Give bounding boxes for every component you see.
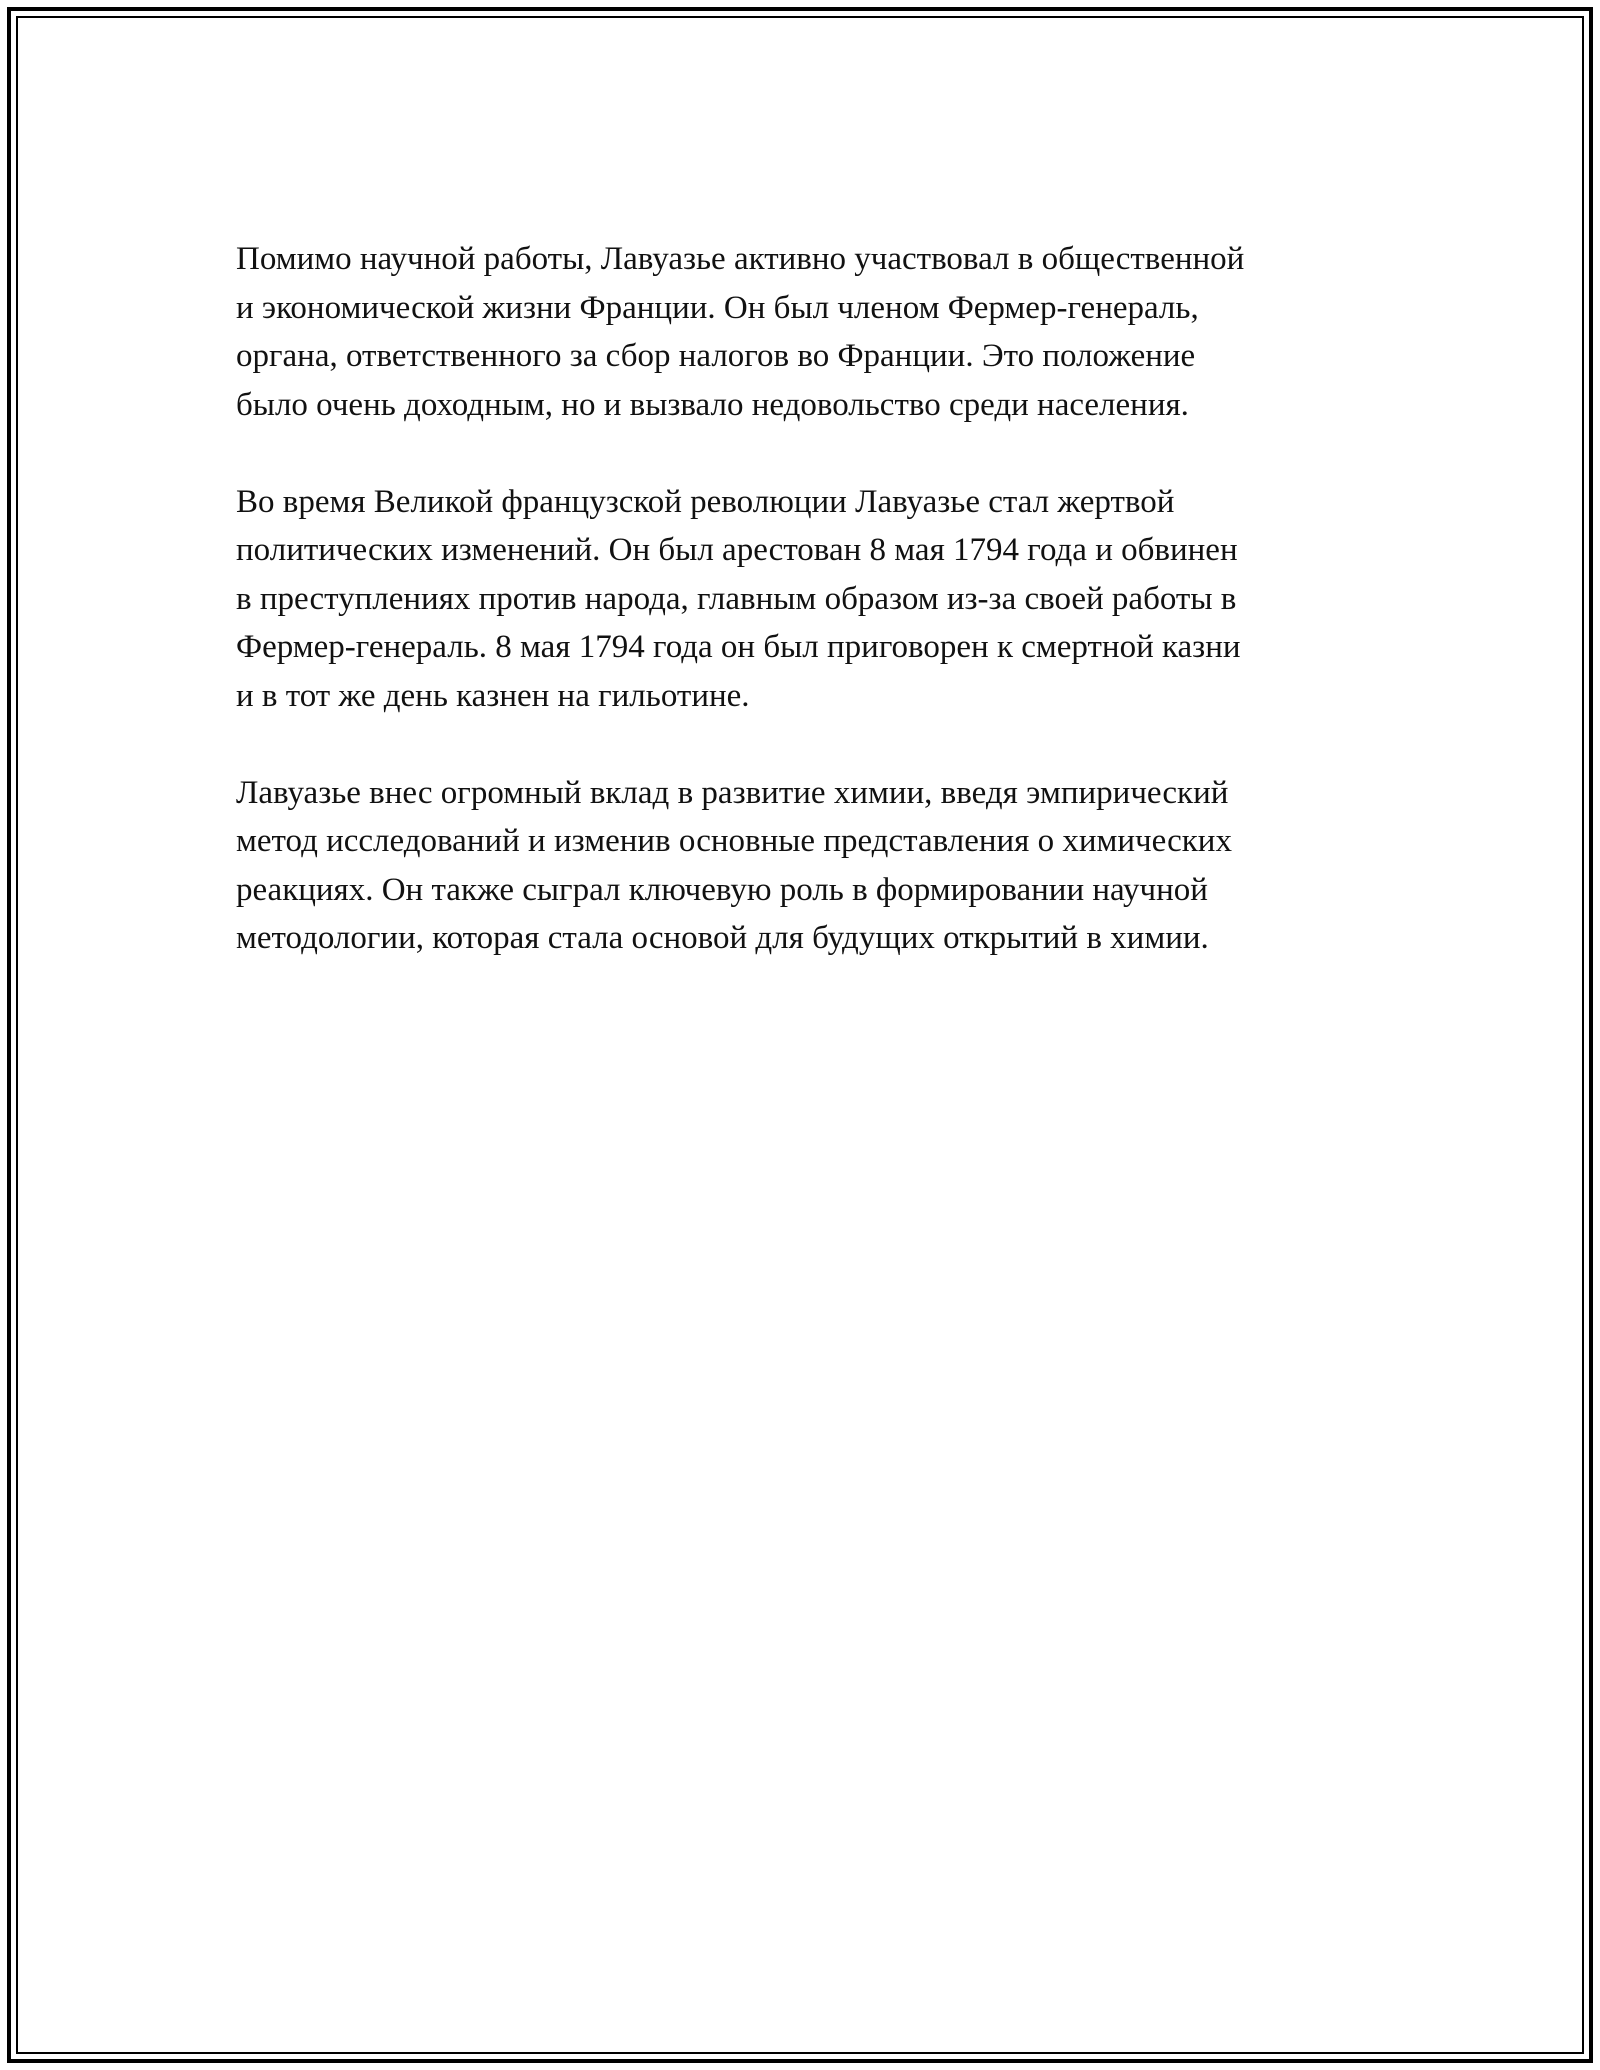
document-body: [236, 235, 1406, 1011]
paragraph-revolution: Во время Великой французской революции Лавуазье стал жертвой политических изменений. Он был арестован 8 мая 1794 года и обвинен в преступлениях против народа, главным образом из-за своей работы в Фермер-генераль. 8 мая 1794 года он был приговорен к смертной казни и в тот же день казнен на гильотине.: [236, 483, 1241, 714]
paragraph-civic-life: Помимо научной работы, Лавуазье активно участвовал в общественной и экономической жизни Франции. Он был членом Фермер-генераль, органа, ответственного за сбор налогов во Франции. Это положение было очень доходным, но и вызвало недовольство среди населения.: [236, 241, 1245, 423]
paragraph-legacy: Лавуазье внес огромный вклад в развитие химии, введя эмпирический метод исследований и изменив основные представления о химических реакциях. Он также сыграл ключевую роль в формировании научной методологии, которая стала основой для будущих открытий в химии.: [236, 774, 1232, 956]
